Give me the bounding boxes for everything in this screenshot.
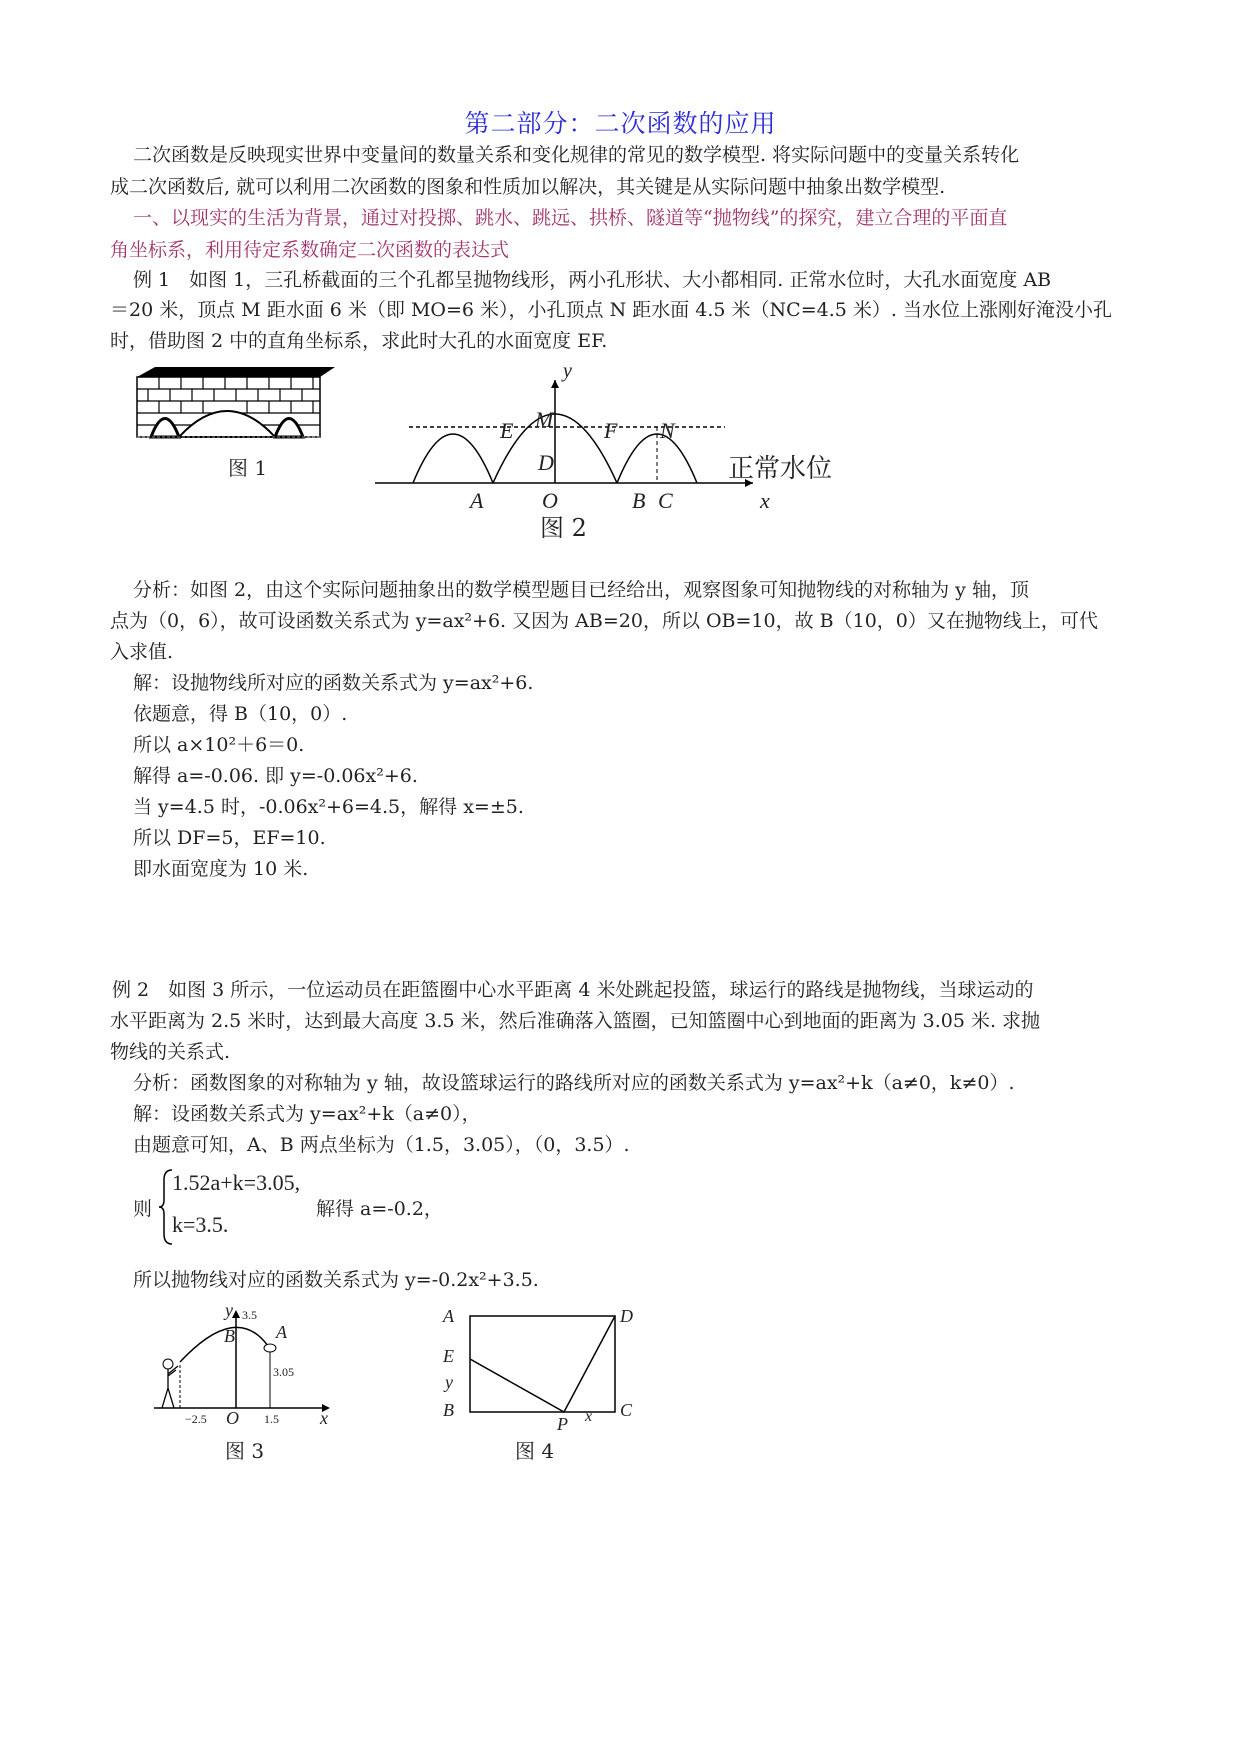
label-x: x (760, 488, 770, 513)
example1-analysis-line-2: 点为（0，6），故可设函数关系式为 y=ax²+6. 又因为 AB=20，所以 OB=10，故 B（10，0）又在抛物线上，可代 (110, 610, 1098, 632)
normal-water-level-label: 正常水位 (728, 454, 833, 484)
label-b: B (443, 1400, 454, 1420)
figure-1-bridge (135, 365, 335, 445)
example1-line-3: 时，借助图 2 中的直角坐标系，求此时大孔的水面宽度 EF. (110, 330, 608, 352)
example2-line-1: 例 2 如图 3 所示，一位运动员在距篮圈中心水平距离 4 米处跳起投篮，球运行的路线是抛物线，当球运动的 (112, 979, 1034, 1001)
example1-analysis-line-1: 分析：如图 2，由这个实际问题抽象出的数学模型题目已经给出，观察图象可知抛物线的对称轴为 y 轴，顶 (133, 579, 1029, 601)
label-y: y (225, 1300, 233, 1320)
solution-step: 即水面宽度为 10 米. (133, 858, 309, 880)
intro-line-1: 二次函数是反映现实世界中变量间的数量关系和变化规律的常见的数学模型. 将实际问题中的变量关系转化 (133, 144, 1020, 166)
label-o: O (542, 488, 558, 513)
label-a: A (443, 1306, 454, 1326)
figure-4-rectangle (460, 1312, 620, 1420)
label-o: O (226, 1408, 239, 1428)
segments-e-p-d (470, 1316, 615, 1412)
section1-heading-line-1: 一、以现实的生活为背景，通过对投掷、跳水、跳远、拱桥、隧道等“抛物线”的探究，建立合理的平面直 (133, 207, 1008, 229)
solution-step: 所以 a×10²＋6＝0. (133, 734, 305, 756)
label-d: D (620, 1306, 633, 1326)
label-y: y (445, 1372, 453, 1392)
label-y: y (563, 360, 572, 382)
label-b: B (224, 1326, 235, 1346)
label-hoop-height: 3.05 (273, 1365, 294, 1379)
figure-2-caption: 图 2 (540, 514, 587, 542)
solution-step: 所以 DF=5，EF=10. (133, 827, 326, 849)
example2-analysis: 分析：函数图象的对称轴为 y 轴，故设篮球运行的路线所对应的函数关系式为 y=ax²+k（a≠0，k≠0）. (133, 1072, 1015, 1094)
small-parabola-left (413, 434, 493, 483)
label-e: E (443, 1346, 454, 1366)
label-e: E (500, 418, 514, 443)
example2-line-3: 物线的关系式. (110, 1041, 231, 1063)
hoop-icon (264, 1344, 276, 1352)
solution-step: 解得 a=-0.06. 即 y=-0.06x²+6. (133, 765, 418, 787)
label-f: F (604, 418, 618, 443)
example1-line-1: 例 1 如图 1，三孔桥截面的三个孔都呈抛物线形，两小孔形状、大小都相同. 正常水位时，大孔水面宽度 AB (133, 269, 1052, 291)
label-neg-2-5: −2.5 (185, 1412, 207, 1426)
system-result: 解得 a=-0.2， (316, 1198, 443, 1220)
system-equation-1: 1.52a+k=3.05, (172, 1170, 301, 1195)
label-peak-height: 3.5 (242, 1308, 257, 1322)
label-c: C (620, 1400, 633, 1420)
solution-step: 依题意，得 B（10，0）. (133, 703, 348, 725)
y-axis-arrow-icon (232, 1310, 240, 1318)
label-p: P (557, 1414, 568, 1434)
figure-2-parabola-model (375, 380, 765, 490)
intro-line-2: 成二次函数后, 就可以利用二次函数的图象和性质加以解决，其关键是从实际问题中抽象出数学模型. (110, 176, 946, 198)
system-prefix: 则 (133, 1198, 153, 1220)
example2-solution-1: 解：设函数关系式为 y=ax²+k（a≠0）， (133, 1103, 481, 1125)
label-m: M (535, 407, 554, 432)
label-n: N (660, 418, 675, 443)
figure-4-caption: 图 4 (515, 1439, 555, 1463)
figure-3-caption: 图 3 (225, 1439, 265, 1463)
label-1-5: 1.5 (264, 1412, 279, 1426)
example1-analysis-line-3: 入求值. (110, 641, 174, 663)
y-axis-arrow-icon (551, 380, 559, 388)
example2-conclusion: 所以抛物线对应的函数关系式为 y=-0.2x²+3.5. (133, 1269, 539, 1291)
label-b: B (632, 488, 646, 513)
figure-3-basketball (150, 1310, 335, 1420)
page-title: 第二部分：二次函数的应用 (464, 109, 777, 138)
figure-1-caption: 图 1 (228, 456, 268, 480)
bridge-deck (137, 367, 335, 377)
system-equation-2: k=3.5. (172, 1212, 229, 1237)
solution-step: 解：设抛物线所对应的函数关系式为 y=ax²+6. (133, 672, 534, 694)
player-body-icon (162, 1366, 178, 1408)
solution-step: 当 y=4.5 时，-0.06x²+6=4.5，解得 x=±5. (133, 796, 524, 818)
label-d: D (538, 450, 554, 475)
player-head-icon (163, 1359, 173, 1369)
label-x: x (320, 1408, 328, 1428)
example2-solution-2: 由题意可知，A、B 两点坐标为（1.5，3.05），（0，3.5）. (133, 1134, 630, 1156)
label-a: A (276, 1322, 287, 1342)
example2-line-2: 水平距离为 2.5 米时，达到最大高度 3.5 米，然后准确落入篮圈，已知篮圈中心到地面的距离为 3.05 米. 求抛 (110, 1010, 1041, 1032)
rectangle-abcd (470, 1316, 615, 1412)
label-a: A (470, 488, 484, 513)
label-c: C (658, 488, 673, 513)
example1-line-2: ＝20 米，顶点 M 距水面 6 米（即 MO=6 米），小孔顶点 N 距水面 4.5 米（NC=4.5 米）. 当水位上涨刚好淹没小孔 (110, 299, 1112, 321)
section1-heading-line-2: 角坐标系，利用待定系数确定二次函数的表达式 (110, 239, 510, 261)
label-x: x (585, 1408, 593, 1425)
